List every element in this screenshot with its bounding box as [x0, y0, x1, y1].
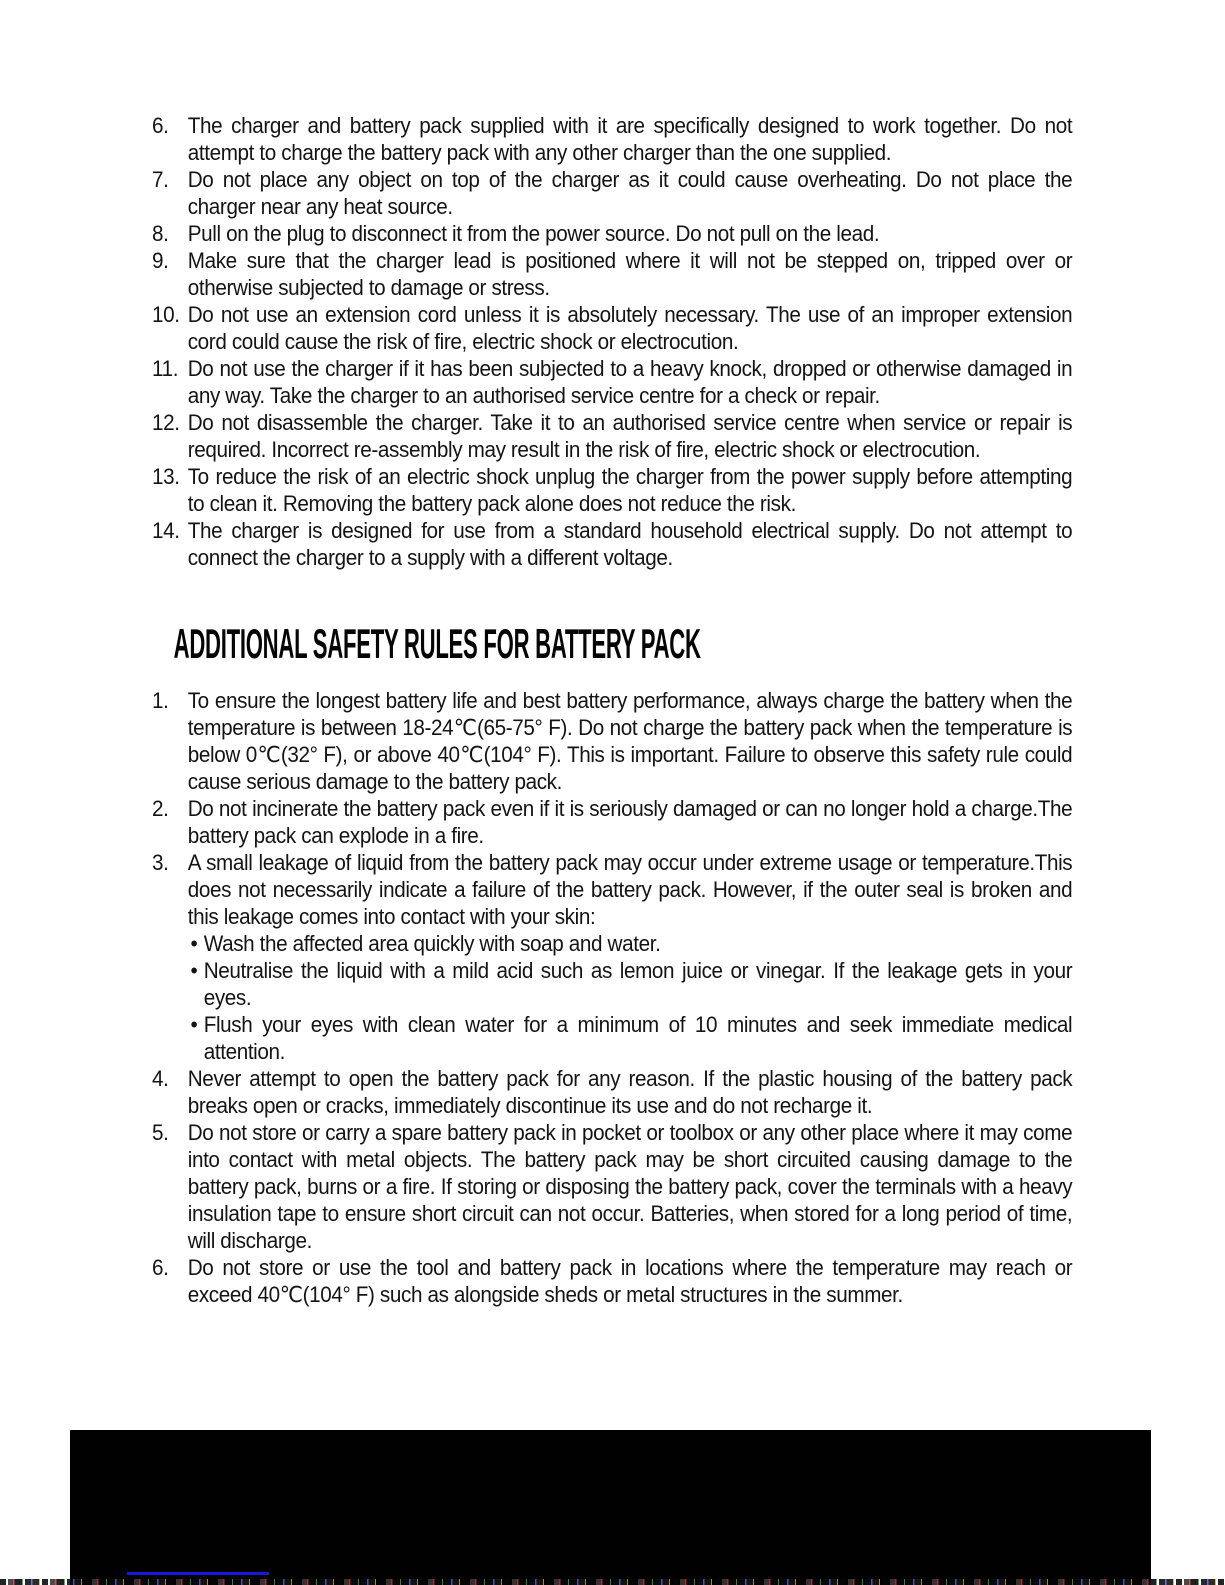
section-heading: [174, 621, 1073, 667]
list-item-text: The charger and battery pack supplied with it are specifically designed to work together. Do not attempt to charge the battery pack with any other charger than the one supplied.: [187, 113, 1073, 165]
bullet-icon: •: [190, 931, 198, 956]
list-item-text: To reduce the risk of an electric shock unplug the charger from the power supply before attempting to clean it. Removing the battery pack alone does not reduce the risk.: [187, 464, 1073, 516]
footer-link-underline: [127, 1572, 269, 1575]
list-item: [152, 687, 1072, 795]
footer-redacted-block: [70, 1430, 1151, 1585]
bullet-text: Neutralise the liquid with a mild acid such as lemon juice or vinegar. If the leakage gets in your eyes.: [203, 958, 1073, 1010]
list-item-number: 14.: [152, 518, 180, 543]
list-item-text: To ensure the longest battery life and best battery performance, always charge the battery when the temperature is between 18-24℃(65-75° F). Do not charge the battery pack when the temperature is below 0℃(32° F), or above 40℃(104° F). This is important. Failure to observe this safety rule could cause serious damage to the battery pack.: [187, 688, 1073, 794]
list-item-number: 1.: [152, 688, 169, 713]
list-item: [152, 463, 1072, 517]
list-item-number: 4.: [152, 1066, 169, 1091]
list-item-lead-text: A small leakage of liquid from the battery pack may occur under extreme usage or temperature.This does not necessarily indicate a failure of the battery pack. However, if the outer seal is broken and this leakage comes into contact with your skin:: [187, 850, 1073, 929]
section-heading-text: ADDITIONAL SAFETY RULES FOR BATTERY PACK: [173, 620, 701, 667]
list-item-number: 8.: [152, 221, 169, 246]
battery-rules-list: [152, 687, 1072, 1308]
list-item: [152, 1254, 1072, 1308]
bullet-icon: •: [190, 1012, 198, 1037]
list-item-number: 3.: [152, 850, 169, 875]
bullet-item: [188, 930, 1073, 957]
bullet-text: Flush your eyes with clean water for a minimum of 10 minutes and seek immediate medical attention.: [203, 1012, 1073, 1064]
bullet-item: [188, 1011, 1073, 1065]
list-item-text: Do not store or use the tool and battery pack in locations where the temperature may reach or exceed 40℃(104° F) such as alongside sheds or metal structures in the summer.: [187, 1255, 1073, 1307]
list-item-number: 13.: [152, 464, 180, 489]
list-item: [152, 517, 1072, 571]
bullet-icon: •: [190, 958, 198, 983]
list-item-number: 9.: [152, 248, 169, 273]
list-item: [152, 1119, 1072, 1254]
list-item: [152, 849, 1072, 1065]
list-item: [152, 220, 1072, 247]
list-item-text: Do not place any object on top of the charger as it could cause overheating. Do not place the charger near any heat source.: [187, 167, 1073, 219]
list-item-number: 6.: [152, 113, 169, 138]
list-item-text: Make sure that the charger lead is positioned where it will not be stepped on, tripped over or otherwise subjected to damage or stress.: [187, 248, 1073, 300]
charger-rules-list: [152, 112, 1072, 571]
list-item-number: 6.: [152, 1255, 169, 1280]
list-item-text: Do not disassemble the charger. Take it to an authorised service centre when service or repair is required. Incorrect re-assembly may result in the risk of fire, electric shock or electrocution.: [187, 410, 1073, 462]
list-item-text: Never attempt to open the battery pack for any reason. If the plastic housing of the battery pack breaks open or cracks, immediately discontinue its use and do not recharge it.: [187, 1066, 1073, 1118]
list-item: [152, 301, 1072, 355]
list-item-text: The charger is designed for use from a standard household electrical supply. Do not attempt to connect the charger to a supply with a different voltage.: [187, 518, 1073, 570]
list-item-text: Do not use an extension cord unless it is absolutely necessary. The use of an improper extension cord could cause the risk of fire, electric shock or electrocution.: [187, 302, 1073, 354]
list-item: [152, 795, 1072, 849]
list-item: [152, 112, 1072, 166]
bullet-item: [188, 957, 1073, 1011]
list-item-text: Do not store or carry a spare battery pack in pocket or toolbox or any other place where it may come into contact with metal objects. The battery pack may be short circuited causing damage to the battery pack, burns or a fire. If storing or disposing the battery pack, cover the terminals with a heavy insulation tape to ensure short circuit can not occur. Batteries, when stored for a long period of time, will discharge.: [187, 1120, 1073, 1253]
list-item-number: 10.: [152, 302, 180, 327]
bullet-text: Wash the affected area quickly with soap and water.: [203, 931, 661, 956]
list-item-text: Do not incinerate the battery pack even if it is seriously damaged or can no longer hold a charge.The battery pack can explode in a fire.: [187, 796, 1073, 848]
list-item: [152, 1065, 1072, 1119]
list-item: [152, 166, 1072, 220]
page-content: [152, 112, 1072, 1308]
list-item-number: 11.: [152, 356, 179, 381]
list-item-number: 12.: [152, 410, 180, 435]
list-item-text: Do not use the charger if it has been subjected to a heavy knock, dropped or otherwise damaged in any way. Take the charger to an authorised service centre for a check or repair.: [187, 356, 1073, 408]
list-item: [152, 355, 1072, 409]
list-item-text: Pull on the plug to disconnect it from the power source. Do not pull on the lead.: [187, 221, 880, 246]
list-item: [152, 247, 1072, 301]
list-item-text: [188, 849, 1073, 1065]
scan-artifact-strip: [0, 1579, 1225, 1585]
list-item-number: 5.: [152, 1120, 169, 1145]
list-item-number: 7.: [152, 167, 169, 192]
list-item: [152, 409, 1072, 463]
list-item-number: 2.: [152, 796, 169, 821]
